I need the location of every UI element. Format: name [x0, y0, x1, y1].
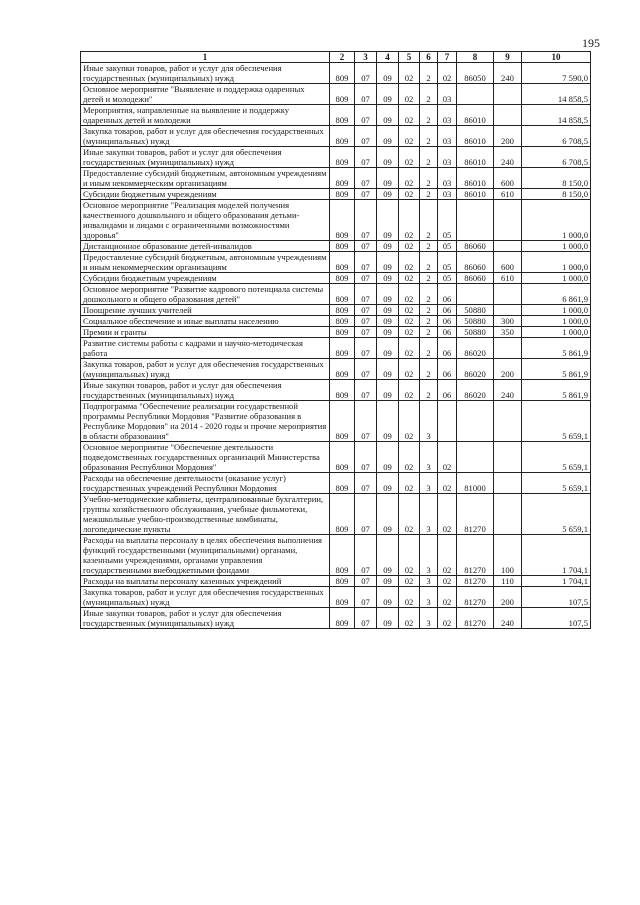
code-activity: 02 — [438, 576, 457, 587]
code-admin: 809 — [330, 200, 355, 241]
table-row — [81, 535, 591, 576]
code-expense-type: 240 — [494, 380, 522, 401]
code-admin: 809 — [330, 305, 355, 316]
amount: 5 861,9 — [522, 359, 591, 380]
code-activity: 05 — [438, 252, 457, 273]
code-expense-type: 200 — [494, 126, 522, 147]
code-program: 02 — [399, 587, 420, 608]
code-activity: 06 — [438, 338, 457, 359]
code-section: 07 — [355, 63, 377, 84]
code-program: 02 — [399, 126, 420, 147]
code-section: 07 — [355, 241, 377, 252]
amount: 6 861,9 — [522, 284, 591, 305]
code-subprogram: 2 — [420, 105, 438, 126]
code-subprogram: 3 — [420, 587, 438, 608]
code-activity: 02 — [438, 494, 457, 535]
code-subsection: 09 — [377, 535, 399, 576]
code-program: 02 — [399, 535, 420, 576]
code-subsection: 09 — [377, 442, 399, 473]
code-subprogram: 3 — [420, 576, 438, 587]
code-activity: 03 — [438, 168, 457, 189]
amount: 6 708,5 — [522, 126, 591, 147]
code-expense-type: 600 — [494, 168, 522, 189]
code-expense-type — [494, 494, 522, 535]
code-section: 07 — [355, 168, 377, 189]
code-expense-type: 300 — [494, 316, 522, 327]
code-direction: 86050 — [457, 63, 494, 84]
code-direction: 86010 — [457, 168, 494, 189]
code-direction: 86060 — [457, 273, 494, 284]
column-header: 7 — [438, 52, 457, 63]
code-section: 07 — [355, 401, 377, 442]
code-activity — [438, 401, 457, 442]
code-direction: 81270 — [457, 608, 494, 629]
table-row — [81, 473, 591, 494]
code-subprogram: 2 — [420, 327, 438, 338]
row-name: Предоставление субсидий бюджетным, автономным учреждениям и иным некоммерческим организациям — [81, 168, 330, 189]
code-admin: 809 — [330, 284, 355, 305]
code-subsection: 09 — [377, 105, 399, 126]
row-name: Премии и гранты — [81, 327, 330, 338]
code-activity: 03 — [438, 105, 457, 126]
code-subprogram: 2 — [420, 200, 438, 241]
amount: 1 000,0 — [522, 316, 591, 327]
code-subsection: 09 — [377, 189, 399, 200]
code-subsection: 09 — [377, 608, 399, 629]
code-subprogram: 2 — [420, 126, 438, 147]
code-activity: 06 — [438, 359, 457, 380]
table-row — [81, 401, 591, 442]
table-row — [81, 284, 591, 305]
code-activity: 06 — [438, 305, 457, 316]
code-activity: 03 — [438, 189, 457, 200]
row-name: Закупка товаров, работ и услуг для обеспечения государственных (муниципальных) нужд — [81, 126, 330, 147]
code-admin: 809 — [330, 84, 355, 105]
amount: 1 000,0 — [522, 241, 591, 252]
code-direction — [457, 284, 494, 305]
row-name: Развитие системы работы с кадрами и научно-методическая работа — [81, 338, 330, 359]
table-row — [81, 608, 591, 629]
code-subsection: 09 — [377, 494, 399, 535]
code-subprogram: 2 — [420, 168, 438, 189]
column-header: 4 — [377, 52, 399, 63]
code-program: 02 — [399, 316, 420, 327]
column-header: 3 — [355, 52, 377, 63]
amount: 107,5 — [522, 608, 591, 629]
code-direction: 86010 — [457, 105, 494, 126]
code-program: 02 — [399, 168, 420, 189]
code-subsection: 09 — [377, 473, 399, 494]
code-subsection: 09 — [377, 401, 399, 442]
code-program: 02 — [399, 338, 420, 359]
code-program: 02 — [399, 105, 420, 126]
amount: 5 861,9 — [522, 338, 591, 359]
amount: 107,5 — [522, 587, 591, 608]
amount: 1 000,0 — [522, 305, 591, 316]
code-expense-type: 610 — [494, 273, 522, 284]
code-activity: 02 — [438, 608, 457, 629]
code-program: 02 — [399, 401, 420, 442]
code-direction — [457, 84, 494, 105]
row-name: Основное мероприятие "Обеспечение деятельности подведомственных государственных организаций Министерства образования Республики Мордовия" — [81, 442, 330, 473]
code-subsection: 09 — [377, 168, 399, 189]
code-section: 07 — [355, 338, 377, 359]
code-section: 07 — [355, 200, 377, 241]
code-direction: 86060 — [457, 252, 494, 273]
code-subsection: 09 — [377, 63, 399, 84]
code-program: 02 — [399, 284, 420, 305]
code-admin: 809 — [330, 168, 355, 189]
row-name: Закупка товаров, работ и услуг для обеспечения государственных (муниципальных) нужд — [81, 587, 330, 608]
code-program: 02 — [399, 473, 420, 494]
row-name: Иные закупки товаров, работ и услуг для обеспечения государственных (муниципальных) нужд — [81, 147, 330, 168]
code-subprogram: 2 — [420, 84, 438, 105]
table-row — [81, 494, 591, 535]
code-activity: 06 — [438, 316, 457, 327]
code-section: 07 — [355, 252, 377, 273]
code-admin: 809 — [330, 380, 355, 401]
row-name: Основное мероприятие "Реализация моделей получения качественного дошкольного и общего образования детьми-инвалидами и лицами с ограниченными возможностями здоровья" — [81, 200, 330, 241]
column-header: 9 — [494, 52, 522, 63]
code-admin: 809 — [330, 273, 355, 284]
code-section: 07 — [355, 284, 377, 305]
code-program: 02 — [399, 576, 420, 587]
amount: 1 704,1 — [522, 535, 591, 576]
amount: 5 861,9 — [522, 380, 591, 401]
code-program: 02 — [399, 241, 420, 252]
code-section: 07 — [355, 442, 377, 473]
code-subprogram: 2 — [420, 338, 438, 359]
code-subsection: 09 — [377, 587, 399, 608]
code-activity: 02 — [438, 473, 457, 494]
column-header: 8 — [457, 52, 494, 63]
code-admin: 809 — [330, 327, 355, 338]
code-admin: 809 — [330, 608, 355, 629]
code-activity: 02 — [438, 587, 457, 608]
code-activity: 02 — [438, 535, 457, 576]
row-name: Расходы на обеспечение деятельности (оказание услуг) государственных учреждений Республики Мордовия — [81, 473, 330, 494]
code-expense-type — [494, 473, 522, 494]
code-activity: 05 — [438, 241, 457, 252]
code-admin: 809 — [330, 189, 355, 200]
code-direction: 86010 — [457, 147, 494, 168]
code-section: 07 — [355, 359, 377, 380]
row-name: Иные закупки товаров, работ и услуг для обеспечения государственных (муниципальных) нужд — [81, 63, 330, 84]
code-subprogram: 2 — [420, 189, 438, 200]
code-direction: 86010 — [457, 189, 494, 200]
code-section: 07 — [355, 316, 377, 327]
code-subsection: 09 — [377, 359, 399, 380]
code-direction: 86020 — [457, 359, 494, 380]
code-expense-type: 100 — [494, 535, 522, 576]
code-section: 07 — [355, 380, 377, 401]
code-subsection: 09 — [377, 126, 399, 147]
code-section: 07 — [355, 576, 377, 587]
code-subsection: 09 — [377, 576, 399, 587]
code-direction: 50880 — [457, 316, 494, 327]
code-subprogram: 3 — [420, 608, 438, 629]
code-subprogram: 2 — [420, 316, 438, 327]
table-row — [81, 338, 591, 359]
code-admin: 809 — [330, 147, 355, 168]
table-row — [81, 305, 591, 316]
code-subprogram: 2 — [420, 380, 438, 401]
code-program: 02 — [399, 494, 420, 535]
amount: 1 000,0 — [522, 327, 591, 338]
code-subsection: 09 — [377, 200, 399, 241]
row-name: Субсидии бюджетным учреждениям — [81, 273, 330, 284]
code-section: 07 — [355, 84, 377, 105]
code-subprogram: 2 — [420, 305, 438, 316]
code-direction: 50880 — [457, 327, 494, 338]
code-subprogram: 2 — [420, 252, 438, 273]
code-section: 07 — [355, 189, 377, 200]
code-direction — [457, 442, 494, 473]
code-program: 02 — [399, 273, 420, 284]
code-section: 07 — [355, 473, 377, 494]
code-admin: 809 — [330, 494, 355, 535]
code-direction — [457, 200, 494, 241]
table-row — [81, 442, 591, 473]
code-program: 02 — [399, 252, 420, 273]
code-expense-type — [494, 338, 522, 359]
code-section: 07 — [355, 305, 377, 316]
row-name: Предоставление субсидий бюджетным, автономным учреждениям и иным некоммерческим организациям — [81, 252, 330, 273]
code-program: 02 — [399, 327, 420, 338]
amount: 14 858,5 — [522, 84, 591, 105]
code-section: 07 — [355, 327, 377, 338]
code-direction: 86020 — [457, 380, 494, 401]
code-admin: 809 — [330, 587, 355, 608]
amount: 1 000,0 — [522, 252, 591, 273]
table-row — [81, 273, 591, 284]
table-row — [81, 63, 591, 84]
code-admin: 809 — [330, 401, 355, 442]
code-direction: 86020 — [457, 338, 494, 359]
code-subprogram: 2 — [420, 273, 438, 284]
code-subsection: 09 — [377, 305, 399, 316]
code-section: 07 — [355, 273, 377, 284]
table-row — [81, 380, 591, 401]
code-expense-type — [494, 305, 522, 316]
row-name: Основное мероприятие "Развитие кадрового потенциала системы дошкольного и общего образования детей" — [81, 284, 330, 305]
code-expense-type: 240 — [494, 147, 522, 168]
row-name: Учебно-методические кабинеты, централизованные бухгалтерии, группы хозяйственного обслуживания, учебные фильмотеки, межшкольные учебно-производственные комбинаты, логопедические пункты — [81, 494, 330, 535]
code-subsection: 09 — [377, 252, 399, 273]
amount: 8 150,0 — [522, 189, 591, 200]
row-name: Субсидии бюджетным учреждениям — [81, 189, 330, 200]
table-row — [81, 587, 591, 608]
table-row — [81, 359, 591, 380]
code-subsection: 09 — [377, 273, 399, 284]
row-name: Расходы на выплаты персоналу в целях обеспечения выполнения функций государственными (муниципальными) органами, казенными учреждениями, органами управления государственными внебюджетными фондами — [81, 535, 330, 576]
code-section: 07 — [355, 535, 377, 576]
code-expense-type: 200 — [494, 587, 522, 608]
code-admin: 809 — [330, 442, 355, 473]
code-subprogram: 2 — [420, 147, 438, 168]
code-admin: 809 — [330, 316, 355, 327]
code-subsection: 09 — [377, 84, 399, 105]
code-section: 07 — [355, 587, 377, 608]
amount: 5 659,1 — [522, 442, 591, 473]
table-row — [81, 241, 591, 252]
table-row — [81, 200, 591, 241]
code-expense-type — [494, 84, 522, 105]
code-expense-type: 110 — [494, 576, 522, 587]
code-program: 02 — [399, 63, 420, 84]
code-admin: 809 — [330, 473, 355, 494]
code-subprogram: 2 — [420, 359, 438, 380]
code-expense-type: 200 — [494, 359, 522, 380]
amount: 1 704,1 — [522, 576, 591, 587]
table-row — [81, 327, 591, 338]
code-program: 02 — [399, 84, 420, 105]
code-subprogram: 3 — [420, 535, 438, 576]
code-admin: 809 — [330, 63, 355, 84]
amount: 5 659,1 — [522, 401, 591, 442]
row-name: Мероприятия, направленные на выявление и поддержку одаренных детей и молодежи — [81, 105, 330, 126]
column-header: 6 — [420, 52, 438, 63]
code-direction: 81270 — [457, 494, 494, 535]
code-expense-type: 240 — [494, 608, 522, 629]
code-section: 07 — [355, 105, 377, 126]
code-program: 02 — [399, 189, 420, 200]
row-name: Дистанционное образование детей-инвалидов — [81, 241, 330, 252]
code-activity: 02 — [438, 63, 457, 84]
table-row — [81, 576, 591, 587]
row-name: Основное мероприятие "Выявление и поддержка одаренных детей и молодежи" — [81, 84, 330, 105]
code-expense-type: 600 — [494, 252, 522, 273]
amount: 5 659,1 — [522, 473, 591, 494]
code-admin: 809 — [330, 241, 355, 252]
code-direction: 86060 — [457, 241, 494, 252]
code-expense-type — [494, 401, 522, 442]
code-expense-type — [494, 241, 522, 252]
page-number: 195 — [582, 36, 600, 50]
code-expense-type — [494, 284, 522, 305]
code-admin: 809 — [330, 126, 355, 147]
code-program: 02 — [399, 380, 420, 401]
code-subprogram: 3 — [420, 442, 438, 473]
code-expense-type: 610 — [494, 189, 522, 200]
amount: 1 000,0 — [522, 273, 591, 284]
amount: 6 708,5 — [522, 147, 591, 168]
code-expense-type — [494, 105, 522, 126]
code-expense-type — [494, 442, 522, 473]
code-activity: 05 — [438, 273, 457, 284]
column-header: 2 — [330, 52, 355, 63]
code-admin: 809 — [330, 359, 355, 380]
code-expense-type: 350 — [494, 327, 522, 338]
code-subsection: 09 — [377, 327, 399, 338]
code-direction: 50880 — [457, 305, 494, 316]
table-row — [81, 84, 591, 105]
code-direction: 81270 — [457, 587, 494, 608]
header-row — [81, 52, 591, 63]
code-section: 07 — [355, 147, 377, 168]
code-activity: 06 — [438, 327, 457, 338]
column-header: 1 — [81, 52, 330, 63]
code-program: 02 — [399, 359, 420, 380]
table-row — [81, 126, 591, 147]
code-subsection: 09 — [377, 284, 399, 305]
code-expense-type — [494, 200, 522, 241]
code-subsection: 09 — [377, 380, 399, 401]
code-section: 07 — [355, 126, 377, 147]
code-subprogram: 2 — [420, 241, 438, 252]
code-subsection: 09 — [377, 241, 399, 252]
code-subsection: 09 — [377, 338, 399, 359]
code-direction: 81270 — [457, 576, 494, 587]
code-activity: 06 — [438, 284, 457, 305]
row-name: Социальное обеспечение и иные выплаты населению — [81, 316, 330, 327]
code-subprogram: 2 — [420, 63, 438, 84]
code-admin: 809 — [330, 338, 355, 359]
code-subprogram: 3 — [420, 494, 438, 535]
amount: 5 659,1 — [522, 494, 591, 535]
code-expense-type: 240 — [494, 63, 522, 84]
code-direction: 86010 — [457, 126, 494, 147]
row-name: Поощрение лучших учителей — [81, 305, 330, 316]
code-admin: 809 — [330, 535, 355, 576]
code-admin: 809 — [330, 576, 355, 587]
code-activity: 06 — [438, 380, 457, 401]
code-activity: 02 — [438, 442, 457, 473]
row-name: Расходы на выплаты персоналу казенных учреждений — [81, 576, 330, 587]
code-direction: 81270 — [457, 535, 494, 576]
code-subsection: 09 — [377, 147, 399, 168]
code-section: 07 — [355, 608, 377, 629]
budget-table — [80, 51, 591, 629]
column-header: 10 — [522, 52, 591, 63]
code-admin: 809 — [330, 252, 355, 273]
code-activity: 03 — [438, 84, 457, 105]
code-subprogram: 3 — [420, 473, 438, 494]
code-activity: 05 — [438, 200, 457, 241]
code-section: 07 — [355, 494, 377, 535]
row-name: Иные закупки товаров, работ и услуг для обеспечения государственных (муниципальных) нужд — [81, 608, 330, 629]
code-admin: 809 — [330, 105, 355, 126]
code-program: 02 — [399, 608, 420, 629]
column-header: 5 — [399, 52, 420, 63]
amount: 14 858,5 — [522, 105, 591, 126]
code-subsection: 09 — [377, 316, 399, 327]
code-program: 02 — [399, 305, 420, 316]
amount: 7 590,0 — [522, 63, 591, 84]
code-activity: 03 — [438, 147, 457, 168]
table-row — [81, 105, 591, 126]
row-name: Подпрограмма "Обеспечение реализации государственной программы Республики Мордовия "Развитие образования в Республике Мордовия" на 2014 - 2020 годы и прочие мероприятия в области образования" — [81, 401, 330, 442]
code-program: 02 — [399, 147, 420, 168]
amount: 8 150,0 — [522, 168, 591, 189]
code-activity: 03 — [438, 126, 457, 147]
code-direction — [457, 401, 494, 442]
code-program: 02 — [399, 442, 420, 473]
table-row — [81, 252, 591, 273]
row-name: Иные закупки товаров, работ и услуг для обеспечения государственных (муниципальных) нужд — [81, 380, 330, 401]
table-row — [81, 316, 591, 327]
code-program: 02 — [399, 200, 420, 241]
row-name: Закупка товаров, работ и услуг для обеспечения государственных (муниципальных) нужд — [81, 359, 330, 380]
code-direction: 81000 — [457, 473, 494, 494]
code-subprogram: 3 — [420, 401, 438, 442]
table-row — [81, 147, 591, 168]
amount: 1 000,0 — [522, 200, 591, 241]
code-subprogram: 2 — [420, 284, 438, 305]
table-row — [81, 168, 591, 189]
table-row — [81, 189, 591, 200]
